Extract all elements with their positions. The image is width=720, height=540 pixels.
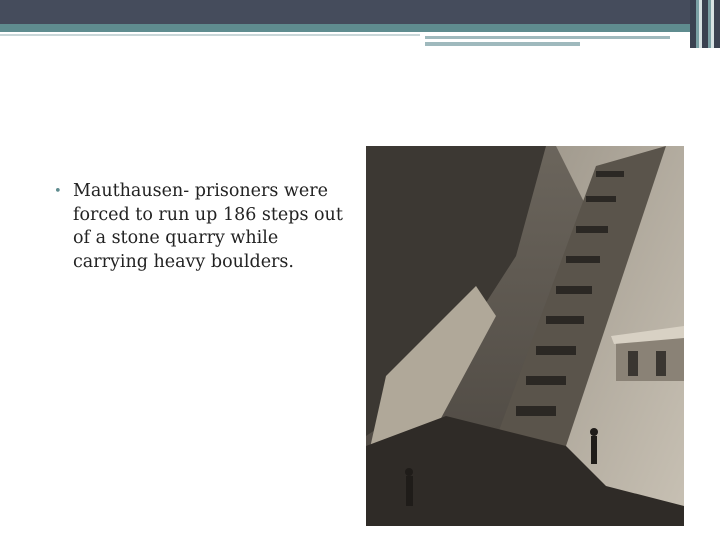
accent-line: [425, 36, 670, 39]
header-band: [0, 0, 720, 24]
bullet-text: Mauthausen- prisoners were forced to run up 186 steps out of a stone quarry while carrying heavy boulders.: [73, 181, 343, 272]
bullet-item: [52, 180, 352, 274]
bullet-list: [52, 180, 352, 274]
header-rule: [0, 34, 420, 36]
accent-line-short: [425, 42, 580, 46]
bullet-marker: •: [54, 184, 62, 199]
quarry-stairs-photo: [366, 146, 684, 526]
corner-decoration: [690, 0, 720, 48]
header-stripe: [0, 24, 720, 32]
